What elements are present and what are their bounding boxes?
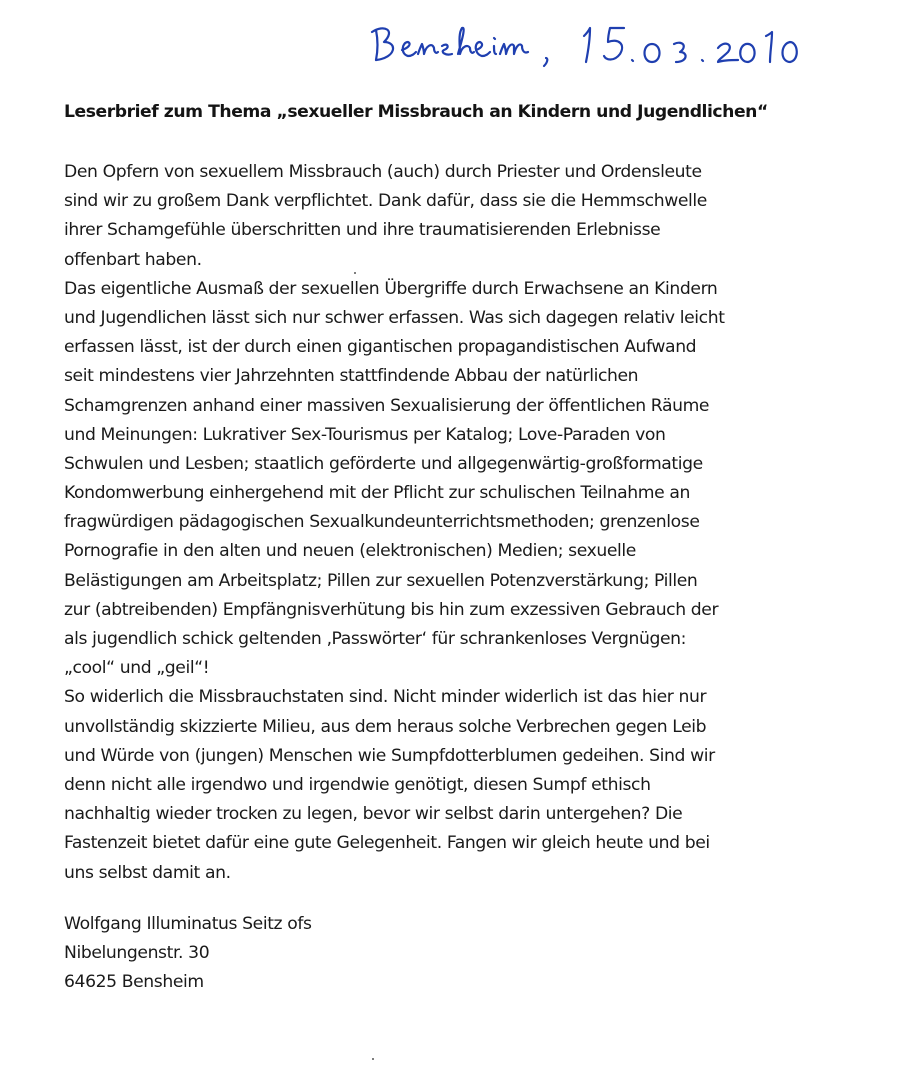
body-line: zur (abtreibenden) Empfängnisverhütung bis hin zum exzessiven Gebrauch der <box>64 599 719 620</box>
body-line: und Jugendlichen lässt sich nur schwer erfassen. Was sich dagegen relativ leicht <box>64 307 725 328</box>
body-line: Belästigungen am Arbeitsplatz; Pillen zur sexuellen Potenzverstärkung; Pillen <box>64 570 698 591</box>
body-line: Kondomwerbung einhergehend mit der Pflicht zur schulischen Teilnahme an <box>64 483 690 504</box>
body-line: So widerlich die Missbrauchstaten sind. Nicht minder widerlich ist das hier nur <box>64 687 707 708</box>
body-line: Pornografie in den alten und neuen (elektronischen) Medien; sexuelle <box>64 541 636 562</box>
body-line: seit mindestens vier Jahrzehnten stattfindende Abbau der natürlichen <box>64 366 639 387</box>
scan-speck <box>354 272 356 274</box>
body-line: als jugendlich schick geltenden ‚Passwörter‘ für schrankenloses Vergnügen: <box>64 629 687 649</box>
body-line: denn nicht alle irgendwo und irgendwie genötigt, diesen Sumpf ethisch <box>64 774 651 795</box>
handwritten-date-signature-image <box>362 14 802 74</box>
body-line: fragwürdigen pädagogischen Sexualkundeunterrichtsmethoden; grenzenlose <box>64 512 700 533</box>
body-line: unvollständig skizzierte Milieu, aus dem heraus solche Verbrechen gegen Leib <box>64 716 707 737</box>
body-line: Das eigentliche Ausmaß der sexuellen Übergriffe durch Erwachsene an Kindern <box>64 278 718 299</box>
body-line: „cool“ und „geil“! <box>64 658 210 679</box>
scan-speck <box>372 1058 374 1060</box>
body-line: Fastenzeit bietet dafür eine gute Gelegenheit. Fangen wir gleich heute und bei <box>64 833 710 854</box>
body-line: und Meinungen: Lukrativer Sex-Tourismus per Katalog; Love-Paraden von <box>64 424 666 445</box>
body-line: ihrer Schamgefühle überschritten und ihre traumatisierenden Erlebnisse <box>64 220 661 241</box>
body-line: nachhaltig wieder trocken zu legen, bevor wir selbst darin untergehen? Die <box>64 804 683 825</box>
body-line: sind wir zu großem Dank verpflichtet. Dank dafür, dass sie die Hemmschwelle <box>64 191 707 212</box>
body-line: erfassen lässt, ist der durch einen gigantischen propagandistischen Aufwand <box>64 337 697 358</box>
signature-name: Wolfgang Illuminatus Seitz ofs <box>64 914 312 934</box>
body-line: Den Opfern von sexuellem Missbrauch (auch) durch Priester und Ordensleute <box>64 162 702 182</box>
body-line: und Würde von (jungen) Menschen wie Sumpfdotterblumen gedeihen. Sind wir <box>64 745 715 766</box>
body-line: offenbart haben. <box>64 249 202 270</box>
letter-title: Leserbrief zum Thema „sexueller Missbrauch an Kindern und Jugendlichen“ <box>64 102 768 122</box>
letter-body <box>64 158 864 888</box>
body-line: Schwulen und Lesben; staatlich geförderte und allgegenwärtig-großformatige <box>64 453 703 474</box>
body-line: uns selbst damit an. <box>64 862 231 883</box>
handwritten-place-date <box>362 14 802 74</box>
signature-block <box>64 910 564 997</box>
signature-city: 64625 Bensheim <box>64 972 204 992</box>
signature-street: Nibelungenstr. 30 <box>64 943 210 963</box>
body-line: Schamgrenzen anhand einer massiven Sexualisierung der öffentlichen Räume <box>64 395 710 416</box>
